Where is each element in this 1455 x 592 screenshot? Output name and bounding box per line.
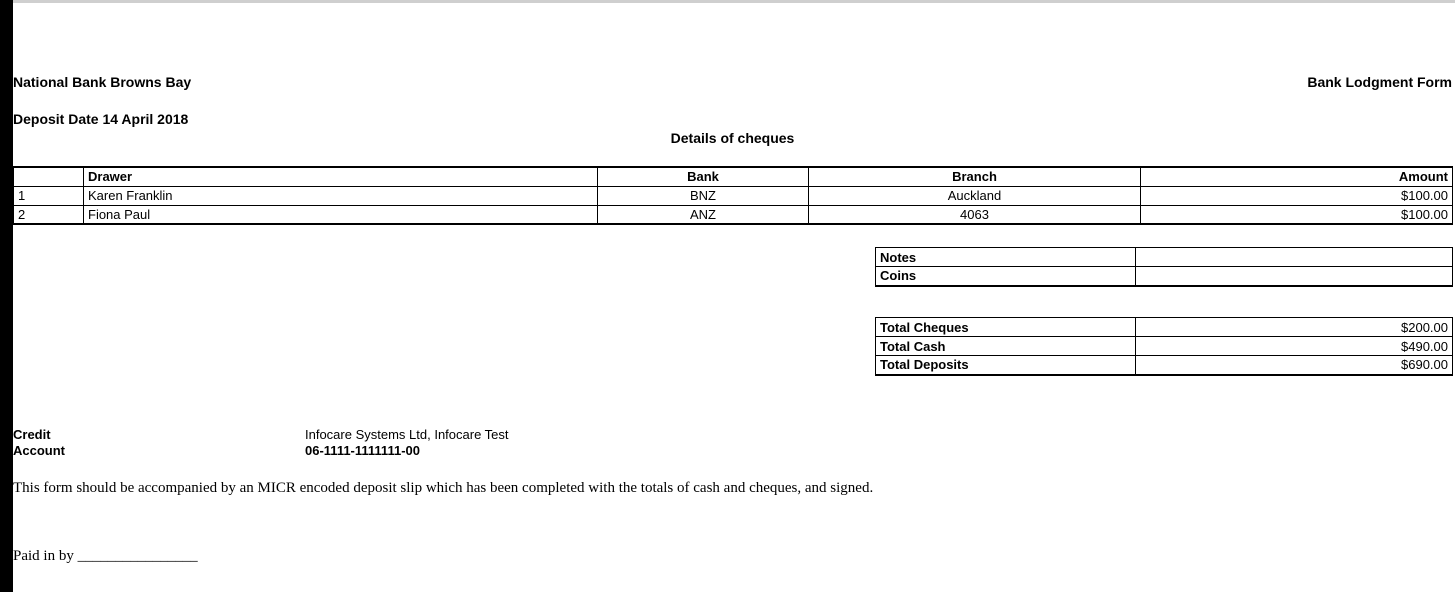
cell-num: 2 [14,205,84,224]
account-value: 06-1111-1111111-00 [305,443,420,458]
cell-amount: $100.00 [1141,205,1453,224]
header-cell-num [14,167,84,186]
cash-value-coins [1136,267,1453,286]
credit-value: Infocare Systems Ltd, Infocare Test [305,427,509,442]
account-row [13,443,509,459]
table-row [876,248,1453,267]
cash-table [875,247,1453,287]
cash-value-notes [1136,248,1453,267]
table-row [876,318,1453,337]
cell-bank: BNZ [598,186,809,205]
cell-amount: $100.00 [1141,186,1453,205]
table-row [14,205,1453,224]
totals-table [875,317,1453,376]
total-cash-label: Total Cash [876,337,1136,356]
form-title: Bank Lodgment Form [1307,74,1452,90]
cash-label-coins: Coins [876,267,1136,286]
header-cell-bank: Bank [598,167,809,186]
cell-branch: 4063 [809,205,1141,224]
left-edge-bar [0,0,13,592]
cell-branch: Auckland [809,186,1141,205]
deposit-date-heading: Deposit Date 14 April 2018 [13,111,189,127]
bank-name-heading: National Bank Browns Bay [13,74,192,90]
cell-drawer: Karen Franklin [84,186,598,205]
total-cheques-value: $200.00 [1136,318,1453,337]
total-cash-value: $490.00 [1136,337,1453,356]
table-row [876,337,1453,356]
credit-account-block [13,427,509,459]
cell-num: 1 [14,186,84,205]
paid-in-by-label: Paid in by [13,548,74,564]
cell-bank: ANZ [598,205,809,224]
table-row [876,267,1453,286]
cheques-section-title: Details of cheques [670,130,795,146]
header-cell-amount: Amount [1141,167,1453,186]
cheques-table-header-row [14,167,1453,186]
header-cell-drawer: Drawer [84,167,598,186]
cell-drawer: Fiona Paul [84,205,598,224]
total-deposits-value: $690.00 [1136,356,1453,375]
table-row [14,186,1453,205]
paid-in-by-line [13,548,198,565]
table-row [876,356,1453,375]
cash-label-notes: Notes [876,248,1136,267]
credit-row [13,427,509,443]
total-deposits-label: Total Deposits [876,356,1136,375]
header-cell-branch: Branch [809,167,1141,186]
account-label: Account [13,443,65,458]
signature-line: ________________ [77,548,198,564]
top-edge-strip [13,0,1455,3]
instruction-text: This form should be accompanied by an MICR encoded deposit slip which has been completed with the totals of cash and cheques, and signed. [13,480,874,496]
credit-label: Credit [13,427,51,442]
cheques-table [13,166,1453,225]
total-cheques-label: Total Cheques [876,318,1136,337]
